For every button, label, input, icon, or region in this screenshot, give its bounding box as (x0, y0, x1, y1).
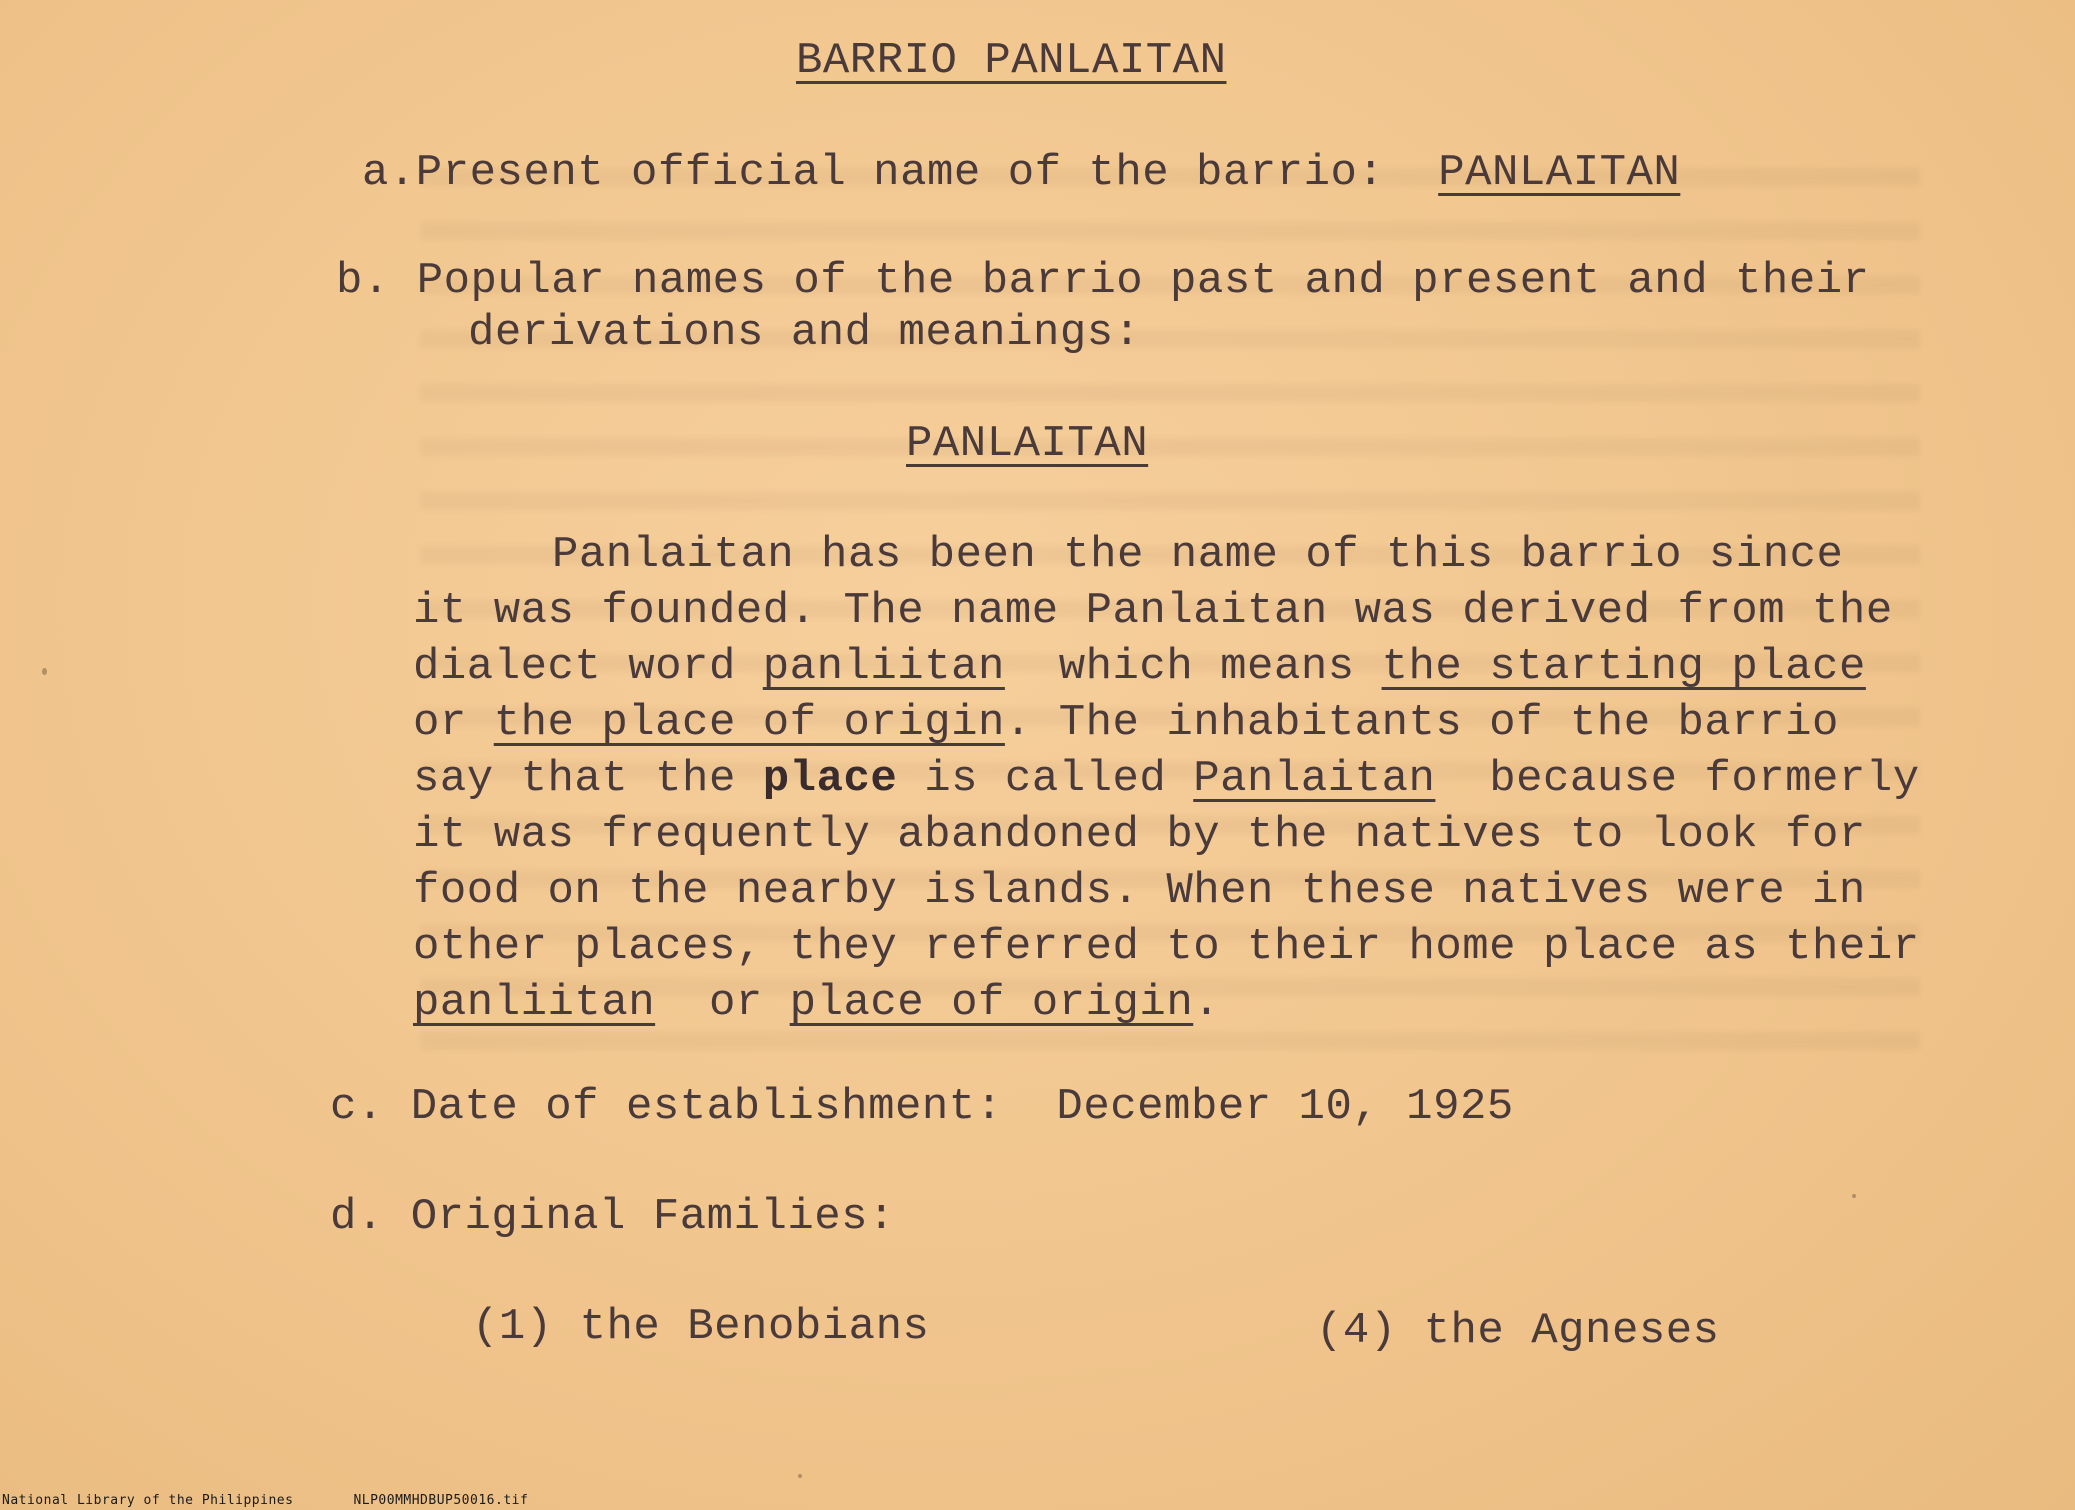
text: because formerly (1435, 754, 1920, 804)
item-d-label: d. Original Families: (330, 1192, 895, 1242)
item-a-value: PANLAITAN (1438, 148, 1681, 198)
paper-speck (1852, 1194, 1856, 1198)
footer-filename: NLP00MMHDBUP50016.tif (353, 1493, 529, 1508)
text: . (1193, 978, 1221, 1028)
item-a (362, 146, 1680, 200)
paragraph-line (413, 696, 1839, 750)
item-b-line2: derivations and meanings: (468, 308, 1141, 358)
item-c-label: c. Date of establishment: (330, 1082, 1003, 1132)
text: say that the (413, 754, 763, 804)
page-title: BARRIO PANLAITAN (796, 36, 1227, 86)
scan-footer (2, 1493, 528, 1508)
text: or (413, 698, 494, 748)
footer-library: National Library of the Philippines (2, 1493, 294, 1508)
paragraph-line (413, 752, 1920, 806)
paragraph-line: Panlaitan has been the name of this barrio since (552, 530, 1844, 580)
term-place-of-origin: the place of origin (493, 698, 1005, 748)
overtyped-word: place (762, 754, 898, 804)
term-panliitan: panliitan (413, 978, 656, 1028)
paragraph-line: it was founded. The name Panlaitan was derived from the (413, 586, 1893, 636)
paragraph-line: food on the nearby islands. When these natives were in (413, 866, 1866, 916)
item-b-line1: b. Popular names of the barrio past and present and their (336, 256, 1870, 306)
text: is called (897, 754, 1194, 804)
term-place-of-origin: place of origin (789, 978, 1194, 1028)
item-c-value: December 10, 1925 (1056, 1082, 1514, 1132)
text: or (655, 978, 790, 1028)
term-starting-place: the starting place (1381, 642, 1866, 692)
term-panlaitan: Panlaitan (1193, 754, 1436, 804)
paragraph-line (413, 976, 1220, 1030)
paper-speck (42, 668, 47, 675)
paragraph-line: it was frequently abandoned by the natives to look for (413, 810, 1866, 860)
term-panliitan: panliitan (762, 642, 1005, 692)
text: dialect word (413, 642, 763, 692)
paragraph-line: other places, they referred to their home place as their (413, 922, 1920, 972)
family-item: (4) the Agneses (1316, 1306, 1720, 1356)
paper-speck (798, 1474, 802, 1478)
item-c (330, 1080, 1514, 1134)
paragraph-line (413, 640, 1866, 694)
text: which means (1004, 642, 1382, 692)
item-b-subheading: PANLAITAN (906, 419, 1149, 469)
family-item: (1) the Benobians (472, 1302, 930, 1352)
item-a-label: a.Present official name of the barrio: (362, 148, 1385, 198)
text: . The inhabitants of the barrio (1004, 698, 1839, 748)
